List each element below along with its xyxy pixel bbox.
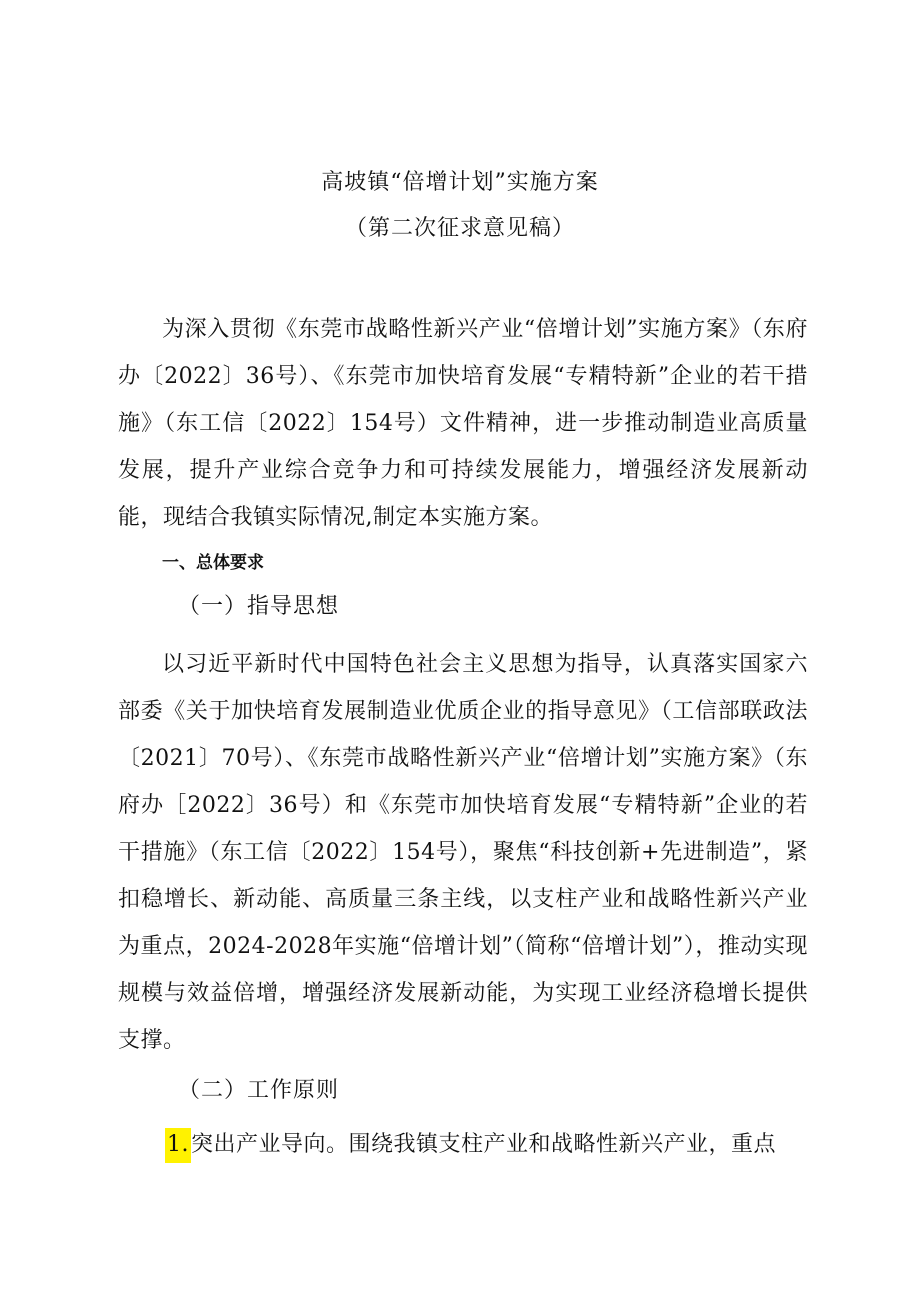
- subsection-principles-heading: （二）工作原则: [178, 1078, 340, 1103]
- principle-item-1-number: 1.: [165, 1128, 191, 1163]
- guiding-paragraph: 以习近平新时代中国特色社会主义思想为指导，认真落实国家六部委《关于加快培育发展制造业优质企业的指导意见》（工信部联政法〔2021〕70号）、《东莞市战略性新兴产业“倍增计划”实施方案》（东府办［2022〕36号）和《东莞市加快培育发展“专精特新”企业的若干措施》（东工信〔2022〕154号），聚焦“科技创新+先进制造”，紧扣稳增长、新动能、高质量三条主线，以支柱产业和战略性新兴产业为重点，2024-2028年实施“倍增计划”（简称“倍增计划”），推动实现规模与效益倍增，增强经济发展新动能，为实现工业经济稳增长提供支撑。: [118, 652, 808, 1053]
- section-1-heading: 一、总体要求: [162, 553, 264, 573]
- document-title: 高坡镇“倍增计划”实施方案: [321, 170, 599, 195]
- principle-item-1: [165, 1125, 815, 1165]
- principle-item-1-text: 突出产业导向。围绕我镇支柱产业和战略性新兴产业，重点: [191, 1132, 777, 1157]
- intro-paragraph: 为深入贯彻《东莞市战略性新兴产业“倍增计划”实施方案》（东府办〔2022〕36号）、《东莞市加快培育发展“专精特新”企业的若干措施》（东工信〔2022〕154号）文件精神，进一步推动制造业高质量发展，提升产业综合竞争力和可持续发展能力，增强经济发展新动能，现结合我镇实际情况,制定本实施方案。: [118, 317, 808, 530]
- subsection-guiding-heading: （一）指导思想: [178, 594, 340, 619]
- document-subtitle: （第二次征求意见稿）: [344, 216, 575, 241]
